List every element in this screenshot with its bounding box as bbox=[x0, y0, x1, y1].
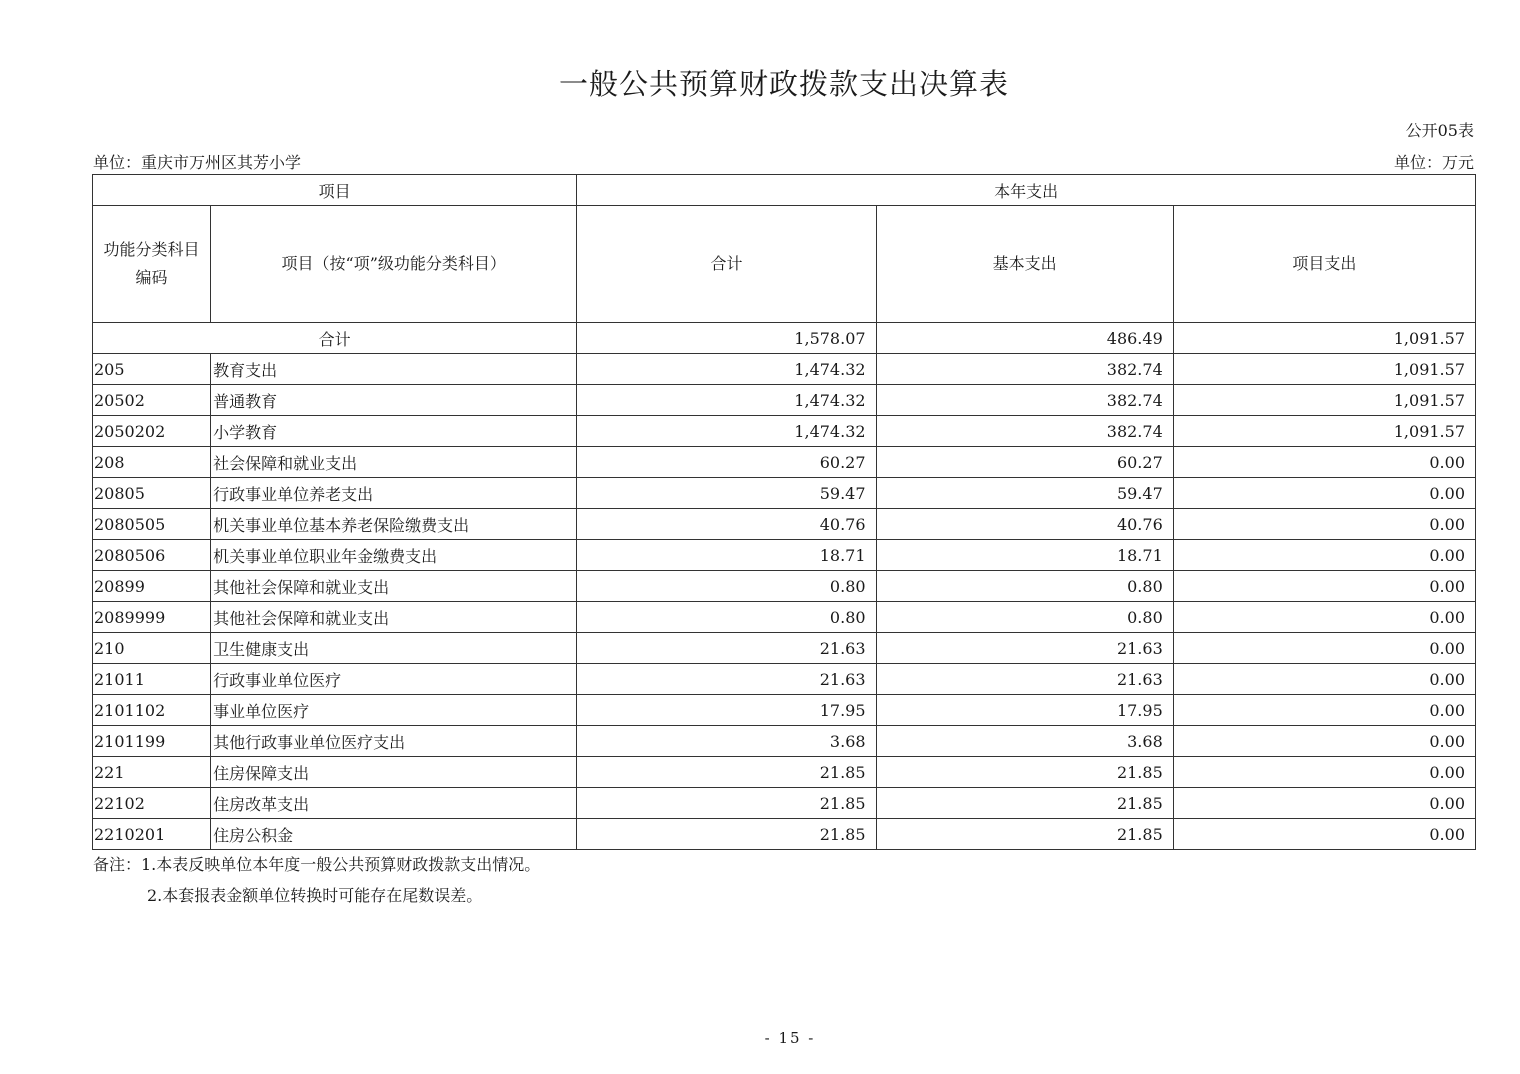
row-name: 其他行政事业单位医疗支出 bbox=[211, 726, 577, 757]
row-basic: 59.47 bbox=[876, 478, 1173, 509]
row-project: 0.00 bbox=[1173, 695, 1475, 726]
row-project: 0.00 bbox=[1173, 540, 1475, 571]
total-row bbox=[93, 323, 1476, 354]
note-1: 备注：1.本表反映单位本年度一般公共预算财政拨款支出情况。 bbox=[93, 855, 541, 874]
row-total: 1,474.32 bbox=[577, 416, 876, 447]
row-total: 60.27 bbox=[577, 447, 876, 478]
row-basic: 18.71 bbox=[876, 540, 1173, 571]
row-name: 住房公积金 bbox=[211, 819, 577, 850]
row-basic: 21.85 bbox=[876, 819, 1173, 850]
row-code: 2101199 bbox=[93, 726, 211, 757]
table-row bbox=[93, 633, 1476, 664]
row-name: 其他社会保障和就业支出 bbox=[211, 571, 577, 602]
row-code: 208 bbox=[93, 447, 211, 478]
total-basic: 486.49 bbox=[876, 323, 1173, 354]
unit-organization: 单位：重庆市万州区其芳小学 bbox=[93, 153, 302, 172]
row-total: 59.47 bbox=[577, 478, 876, 509]
table-row bbox=[93, 509, 1476, 540]
page-title: 一般公共预算财政拨款支出决算表 bbox=[558, 67, 1009, 101]
table-row bbox=[93, 695, 1476, 726]
row-project: 1,091.57 bbox=[1173, 385, 1475, 416]
table-row bbox=[93, 447, 1476, 478]
table-row bbox=[93, 664, 1476, 695]
row-code: 2080506 bbox=[93, 540, 211, 571]
row-basic: 40.76 bbox=[876, 509, 1173, 540]
row-code: 205 bbox=[93, 354, 211, 385]
row-name: 教育支出 bbox=[211, 354, 577, 385]
row-project: 0.00 bbox=[1173, 633, 1475, 664]
row-total: 21.85 bbox=[577, 788, 876, 819]
expenditure-table bbox=[92, 174, 1476, 850]
row-basic: 21.63 bbox=[876, 633, 1173, 664]
table-row bbox=[93, 540, 1476, 571]
row-project: 1,091.57 bbox=[1173, 416, 1475, 447]
row-name: 行政事业单位医疗 bbox=[211, 664, 577, 695]
row-basic: 3.68 bbox=[876, 726, 1173, 757]
row-basic: 21.85 bbox=[876, 788, 1173, 819]
table-row bbox=[93, 416, 1476, 447]
row-name: 卫生健康支出 bbox=[211, 633, 577, 664]
header-row-2 bbox=[93, 206, 1476, 323]
row-code: 20502 bbox=[93, 385, 211, 416]
table-row bbox=[93, 788, 1476, 819]
row-name: 普通教育 bbox=[211, 385, 577, 416]
table-row bbox=[93, 571, 1476, 602]
table-row bbox=[93, 757, 1476, 788]
row-basic: 60.27 bbox=[876, 447, 1173, 478]
header-project: 项目 bbox=[93, 175, 577, 206]
row-name: 其他社会保障和就业支出 bbox=[211, 602, 577, 633]
row-project: 0.00 bbox=[1173, 509, 1475, 540]
row-code: 2080505 bbox=[93, 509, 211, 540]
header-basic: 基本支出 bbox=[876, 206, 1173, 323]
table-code: 公开05表 bbox=[1405, 121, 1474, 140]
row-project: 0.00 bbox=[1173, 478, 1475, 509]
row-basic: 0.80 bbox=[876, 571, 1173, 602]
row-code: 20899 bbox=[93, 571, 211, 602]
row-project: 0.00 bbox=[1173, 571, 1475, 602]
total-project: 1,091.57 bbox=[1173, 323, 1475, 354]
row-total: 1,474.32 bbox=[577, 385, 876, 416]
row-code: 221 bbox=[93, 757, 211, 788]
row-total: 1,474.32 bbox=[577, 354, 876, 385]
row-name: 社会保障和就业支出 bbox=[211, 447, 577, 478]
row-total: 21.63 bbox=[577, 664, 876, 695]
row-name: 机关事业单位职业年金缴费支出 bbox=[211, 540, 577, 571]
row-basic: 382.74 bbox=[876, 354, 1173, 385]
row-basic: 21.85 bbox=[876, 757, 1173, 788]
header-code: 功能分类科目编码 bbox=[93, 206, 211, 323]
row-project: 0.00 bbox=[1173, 602, 1475, 633]
row-code: 21011 bbox=[93, 664, 211, 695]
total-label: 合计 bbox=[93, 323, 577, 354]
row-project: 0.00 bbox=[1173, 447, 1475, 478]
row-name: 住房保障支出 bbox=[211, 757, 577, 788]
row-code: 22102 bbox=[93, 788, 211, 819]
table-row bbox=[93, 602, 1476, 633]
table-row bbox=[93, 354, 1476, 385]
unit-currency: 单位：万元 bbox=[1393, 153, 1474, 172]
row-total: 0.80 bbox=[577, 602, 876, 633]
note-2: 2.本套报表金额单位转换时可能存在尾数误差。 bbox=[147, 886, 483, 905]
row-name: 事业单位医疗 bbox=[211, 695, 577, 726]
row-basic: 17.95 bbox=[876, 695, 1173, 726]
row-name: 行政事业单位养老支出 bbox=[211, 478, 577, 509]
table-row bbox=[93, 819, 1476, 850]
row-total: 40.76 bbox=[577, 509, 876, 540]
row-basic: 0.80 bbox=[876, 602, 1173, 633]
row-total: 18.71 bbox=[577, 540, 876, 571]
total-total: 1,578.07 bbox=[577, 323, 876, 354]
row-code: 2101102 bbox=[93, 695, 211, 726]
row-code: 2050202 bbox=[93, 416, 211, 447]
row-total: 3.68 bbox=[577, 726, 876, 757]
header-project-expenditure: 项目支出 bbox=[1173, 206, 1475, 323]
row-name: 机关事业单位基本养老保险缴费支出 bbox=[211, 509, 577, 540]
header-total: 合计 bbox=[577, 206, 876, 323]
row-basic: 21.63 bbox=[876, 664, 1173, 695]
page-number: - 15 - bbox=[764, 1029, 816, 1047]
row-code: 210 bbox=[93, 633, 211, 664]
row-total: 21.63 bbox=[577, 633, 876, 664]
table-row bbox=[93, 726, 1476, 757]
row-name: 小学教育 bbox=[211, 416, 577, 447]
header-current-year: 本年支出 bbox=[577, 175, 1476, 206]
row-code: 20805 bbox=[93, 478, 211, 509]
row-total: 21.85 bbox=[577, 757, 876, 788]
row-project: 0.00 bbox=[1173, 757, 1475, 788]
row-project: 0.00 bbox=[1173, 664, 1475, 695]
row-code: 2089999 bbox=[93, 602, 211, 633]
table-row bbox=[93, 385, 1476, 416]
row-total: 0.80 bbox=[577, 571, 876, 602]
row-total: 17.95 bbox=[577, 695, 876, 726]
row-project: 1,091.57 bbox=[1173, 354, 1475, 385]
row-basic: 382.74 bbox=[876, 385, 1173, 416]
row-total: 21.85 bbox=[577, 819, 876, 850]
row-name: 住房改革支出 bbox=[211, 788, 577, 819]
row-project: 0.00 bbox=[1173, 726, 1475, 757]
row-project: 0.00 bbox=[1173, 819, 1475, 850]
table-row bbox=[93, 478, 1476, 509]
header-name: 项目（按“项”级功能分类科目） bbox=[211, 206, 577, 323]
row-project: 0.00 bbox=[1173, 788, 1475, 819]
row-basic: 382.74 bbox=[876, 416, 1173, 447]
row-code: 2210201 bbox=[93, 819, 211, 850]
header-row-1 bbox=[93, 175, 1476, 206]
